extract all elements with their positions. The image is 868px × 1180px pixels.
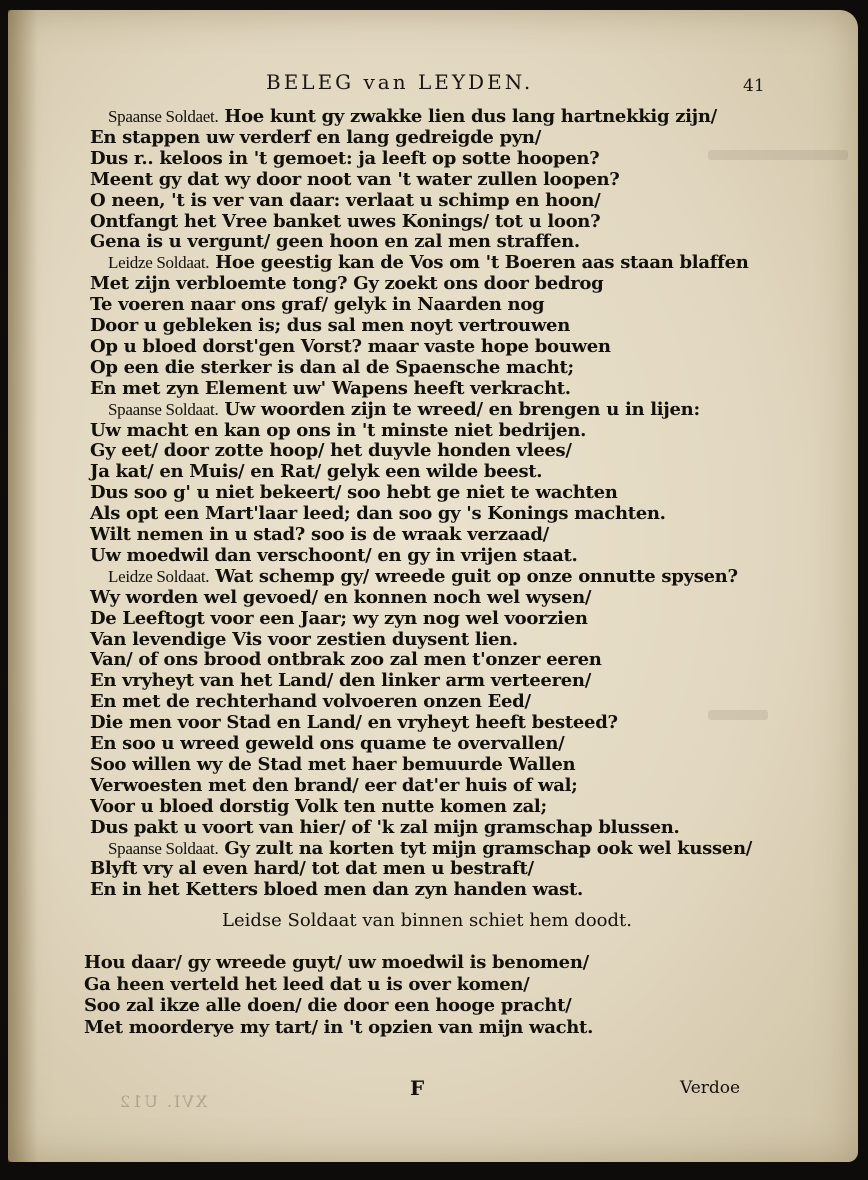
verse-text: Wilt nemen in u stad? soo is de wraak verzaad/: [90, 524, 549, 545]
verse-text: Wy worden wel gevoed/ en konnen noch wel wysen/: [90, 586, 592, 608]
verse-text: Op een die sterker is dan al de Spaensche macht;: [90, 356, 574, 378]
verse-line: [90, 858, 534, 879]
verse-text: Uw moedwil dan verschoont/ en gy in vrijen staat.: [90, 544, 578, 566]
verse-text: Te voeren naar ons graf/ gelyk in Naarden nog: [90, 294, 545, 316]
verse-line: [90, 817, 680, 838]
verse-line: [90, 649, 602, 670]
verse-text: Dus pakt u voort van hier/ of 'k zal mijn gramschap blussen.: [90, 816, 680, 838]
verse-text: Wat schemp gy/ wreede guit op onze onnutte spysen?: [215, 565, 738, 587]
speaker-label: Leidze Soldaat.: [108, 253, 210, 273]
verse-line: [90, 148, 599, 169]
closing-verse-line: Soo zal ikze alle doen/ die door een hooge pracht/: [84, 995, 572, 1016]
closing-verse-line: Hou daar/ gy wreede guyt/ uw moedwil is benomen/: [84, 952, 589, 973]
verse-text: Van/ of ons brood ontbrak zoo zal men t'onzer eeren: [90, 649, 602, 671]
verse-text: Gy eet/ door zotte hoop/ het duyvle honden vlees/: [90, 440, 572, 462]
verse-line: [90, 608, 588, 629]
verse-text: Uw woorden zijn te wreed/ en brengen u in lijen:: [224, 398, 700, 420]
verse-text: Die men voor Stad en Land/ en vryheyt heeft besteed?: [90, 712, 618, 734]
verse-line: [90, 190, 600, 211]
binding-gutter: [8, 10, 38, 1162]
verse-text: En stappen uw verderf en lang gedreigde pyn/: [90, 126, 541, 148]
verse-text: Op u bloed dorst'gen Vorst? maar vaste hope bouwen: [90, 335, 611, 357]
verse-line: [90, 461, 542, 482]
verse-text: Verwoesten met den brand/ eer dat'er huis of wal;: [90, 774, 578, 796]
verse-line: [90, 629, 518, 650]
verse-text: Ja kat/ en Muis/ en Rat/ gelyk een wilde beest.: [90, 461, 543, 483]
show-through-text: [708, 150, 848, 160]
verse-text: En soo u wreed geweld ons quame te overvallen/: [90, 733, 565, 754]
verse-line: [90, 503, 666, 524]
verse-line: [108, 252, 749, 273]
signature-mark: F: [410, 1076, 425, 1100]
speaker-label: Spaanse Soldaat.: [108, 399, 219, 419]
verse-text: En met de rechterhand volvoeren onzen Eed/: [90, 691, 531, 713]
verse-text: En in het Ketters bloed men dan zyn handen wast.: [90, 879, 583, 901]
verse-line: [90, 879, 583, 900]
verse-line: [90, 127, 541, 148]
verse-text: Blyft vry al even hard/ tot dat men u bestraft/: [90, 858, 534, 880]
verse-line: [90, 691, 531, 712]
running-header: BELEG van LEYDEN.: [266, 70, 534, 94]
verse-text: Met zijn verbloemte tong? Gy zoekt ons door bedrog: [90, 273, 604, 295]
verse-line: [90, 273, 603, 294]
verse-line: [90, 712, 618, 733]
verse-line: [90, 378, 571, 399]
verse-text: O neen, 't is ver van daar: verlaat u schimp en hoon/: [90, 189, 601, 211]
verse-text: Van levendige Vis voor zestien duysent lien.: [90, 628, 518, 650]
verse-line: [90, 169, 620, 190]
verse-line: [90, 231, 580, 252]
verse-line: [90, 357, 574, 378]
verse-text: En vryheyt van het Land/ den linker arm verteeren/: [90, 670, 591, 692]
verse-line: [90, 796, 547, 817]
verse-text: Gy zult na korten tyt mijn gramschap ook wel kussen/: [224, 837, 753, 859]
verse-text: Hoe geestig kan de Vos om 't Boeren aas staan blaffen: [215, 252, 749, 274]
verse-line: [90, 524, 549, 545]
stage-direction: Leidse Soldaat van binnen schiet hem doodt.: [222, 910, 632, 931]
verse-text: De Leeftogt voor een Jaar; wy zyn nog wel voorzien: [90, 607, 588, 629]
verse-line: [90, 733, 564, 754]
page-number: 41: [743, 76, 765, 96]
speaker-label: Leidze Soldaat.: [108, 566, 210, 586]
catchword: Verdoe: [680, 1078, 741, 1098]
closing-verse-line: Met moorderye my tart/ in 't opzien van mijn wacht.: [84, 1016, 594, 1038]
verse-text: Dus r.. keloos in 't gemoet: ja leeft op sotte hoopen?: [90, 147, 600, 169]
verse-line: [90, 294, 544, 315]
verse-text: Uw macht en kan op ons in 't minste niet bedrijen.: [90, 419, 587, 441]
verse-text: Dus soo g' u niet bekeert/ soo hebt ge niet te wachten: [90, 482, 618, 504]
verse-text: En met zyn Element uw' Wapens heeft verkracht.: [90, 377, 571, 399]
verse-text: Gena is u vergunt/ geen hoon en zal men straffen.: [90, 231, 580, 253]
verse-line: [90, 482, 618, 503]
speaker-label: Spaanse Soldaat.: [108, 838, 219, 858]
closing-verse-line: Ga heen verteld het leed dat u is over komen/: [84, 973, 530, 995]
show-through-text: [708, 710, 768, 720]
verse-text: Als opt een Mart'laar leed; dan soo gy 's Konings machten.: [90, 503, 666, 525]
bleed-through-text: XVI. U12: [118, 1092, 208, 1111]
verse-line: [90, 336, 611, 357]
book-page: [8, 10, 858, 1162]
verse-line: [90, 440, 572, 461]
verse-text: Soo willen wy de Stad met haer bemuurde Wallen: [90, 753, 576, 775]
verse-line: [90, 754, 575, 775]
verse-text: Meent gy dat wy door noot van 't water zullen loopen?: [90, 168, 620, 190]
verse-text: Voor u bloed dorstig Volk ten nutte komen zal;: [90, 795, 547, 817]
verse-line: [90, 420, 586, 441]
verse-text: Ontfangt het Vree banket uwes Konings/ tot u loon?: [90, 210, 601, 232]
verse-text: Door u gebleken is; dus sal men noyt vertrouwen: [90, 315, 570, 336]
speaker-label: Spaanse Soldaet.: [108, 107, 219, 126]
verse-line: [90, 315, 570, 336]
verse-line: [108, 838, 752, 859]
verse-line: [90, 670, 591, 691]
verse-line: [90, 775, 577, 796]
verse-line: [108, 106, 717, 127]
verse-line: [90, 211, 600, 232]
verse-line: [90, 587, 591, 608]
verse-line: [108, 399, 700, 420]
verse-line: [90, 545, 577, 566]
verse-line: [108, 566, 738, 587]
verse-text: Hoe kunt gy zwakke lien dus lang hartnekkig zijn/: [224, 106, 717, 127]
